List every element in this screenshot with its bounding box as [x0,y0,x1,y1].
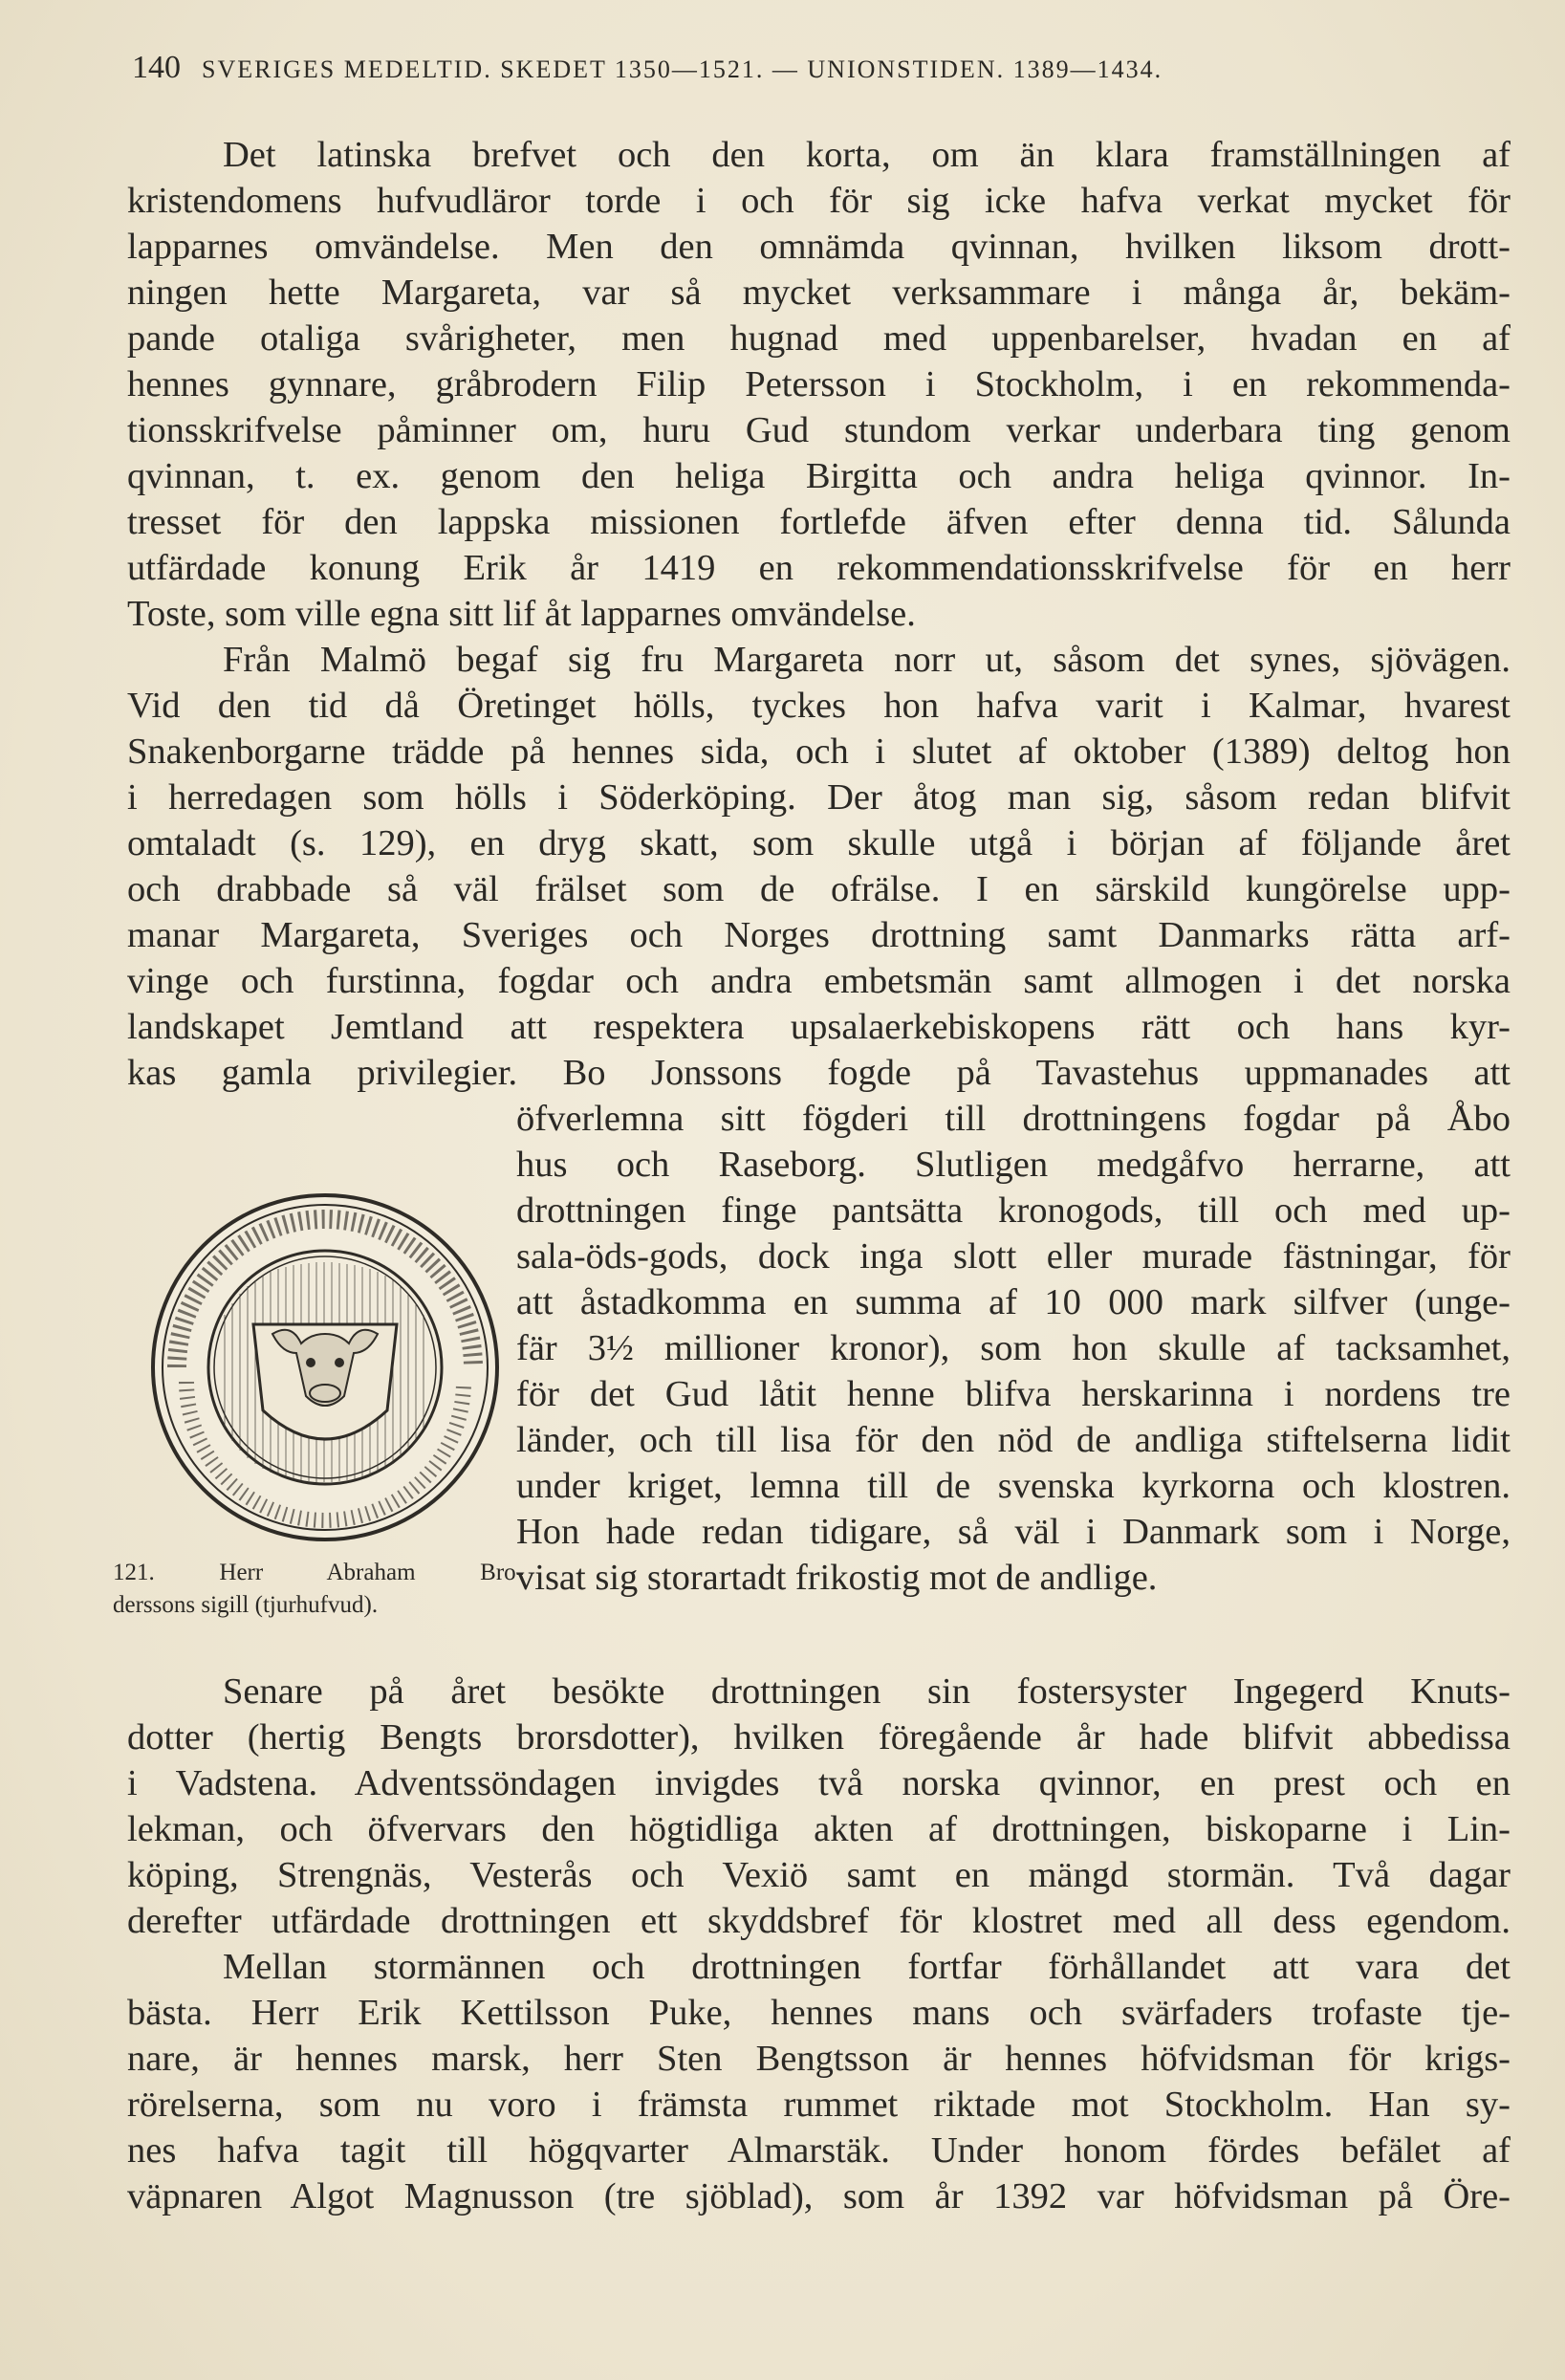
text-line: hus och Raseborg. Slutligen medgåfvo herrarne, att [516,1145,1511,1185]
figure-caption: derssons sigill (tjurhufvud). [113,1592,379,1618]
text-line: tresset för den lappska missionen fortlefde äfven efter denna tid. Sålunda [127,502,1511,542]
text-line: lapparnes omvändelse. Men den omnämda qvinnan, hvilken liksom drott- [127,227,1511,267]
text-line: och drabbade så väl frälset som de ofrälse. I en särskild kungörelse upp- [127,869,1511,909]
text-line: lekman, och öfvervars den högtidliga akten af drottningen, biskoparne i Lin- [127,1809,1511,1849]
text-line: Senare på året besökte drottningen sin fostersyster Ingegerd Knuts- [223,1671,1511,1712]
text-line: pande otaliga svårigheter, men hugnad med uppenbarelser, hvadan en af [127,318,1511,359]
text-line: öfverlemna sitt fögderi till drottningens fogdar på Åbo [516,1099,1511,1139]
text-line: i herredagen som hölls i Söderköping. Der åtog man sig, såsom redan blifvit [127,777,1511,818]
text-line: bästa. Herr Erik Kettilsson Puke, hennes mans och svärfaders trofaste tje- [127,1993,1511,2033]
text-line: dotter (hertig Bengts brorsdotter), hvilken föregående år hade blifvit abbedissa [127,1717,1511,1758]
seal-illustration [148,1190,502,1544]
page-number: 140 [132,50,181,85]
text-line: kristendomens hufvudläror torde i och för sig icke hafva verkat mycket för [127,181,1511,221]
text-line: Hon hade redan tidigare, så väl i Danmark som i Norge, [516,1512,1511,1552]
text-line: nes hafva tagit till högqvarter Almarstäk. Under honom fördes befälet af [127,2130,1511,2171]
text-line: kas gamla privilegier. Bo Jonssons fogde på Tavastehus uppmanades att [127,1053,1511,1093]
text-line: hennes gynnare, gråbrodern Filip Petersson i Stockholm, i en rekommenda- [127,364,1511,404]
text-line: länder, och till lisa för den nöd de andliga stiftelserna lidit [516,1420,1511,1460]
running-title: SVERIGES MEDELTID. SKEDET 1350—1521. — UNIONSTIDEN. 1389—1434. [202,55,1163,83]
text-line: vinge och furstinna, fogdar och andra embetsmän samt allmogen i det norska [127,961,1511,1001]
text-line: derefter utfärdade drottningen ett skyddsbref för klostret med all dess egendom. [127,1901,1511,1941]
text-line: Toste, som ville egna sitt lif åt lapparnes omvändelse. [127,594,916,634]
text-line: rörelserna, som nu voro i främsta rummet riktade mot Stockholm. Han sy- [127,2085,1511,2125]
text-line: i Vadstena. Adventssöndagen invigdes två norska qvinnor, en prest och en [127,1763,1511,1803]
text-line: köping, Strengnäs, Vesterås och Vexiö samt en mängd stormän. Två dagar [127,1855,1511,1895]
text-line: tionsskrifvelse påminner om, huru Gud stundom verkar underbara ting genom [127,410,1511,450]
text-line: drottningen finge pantsätta kronogods, till och med up- [516,1190,1511,1231]
running-header [132,50,1470,86]
text-line: ningen hette Margareta, var så mycket verksammare i många år, bekäm- [127,273,1511,313]
text-line: Det latinska brefvet och den korta, om än klara framställningen af [223,135,1511,175]
text-line: Snakenborgarne trädde på hennes sida, och i slutet af oktober (1389) deltog hon [127,731,1511,772]
text-line: för det Gud låtit henne blifva herskarinna i nordens tre [516,1374,1511,1414]
text-line: visat sig storartadt frikostig mot de andlige. [516,1558,1158,1598]
text-line: omtaladt (s. 129), en dryg skatt, som skulle utgå i början af följande året [127,823,1511,863]
text-line: qvinnan, t. ex. genom den heliga Birgitta och andra heliga qvinnor. In- [127,456,1511,496]
text-line: Från Malmö begaf sig fru Margareta norr ut, såsom det synes, sjövägen. [223,640,1511,680]
text-line: utfärdade konung Erik år 1419 en rekommendationsskrifvelse för en herr [127,548,1511,588]
text-line: Mellan stormännen och drottningen fortfar förhållandet att vara det [223,1947,1511,1987]
figure-caption: 121. Herr Abraham Bro- [113,1560,524,1585]
text-line: sala-öds-gods, dock inga slott eller murade fästningar, för [516,1236,1511,1277]
text-line: väpnaren Algot Magnusson (tre sjöblad), som år 1392 var höfvidsman på Öre- [127,2176,1511,2216]
text-line: att åstadkomma en summa af 10 000 mark silfver (unge- [516,1282,1511,1322]
text-line: under kriget, lemna till de svenska kyrkorna och klostren. [516,1466,1511,1506]
text-line: fär 3½ millioner kronor), som hon skulle af tacksamhet, [516,1328,1511,1368]
text-line: nare, är hennes marsk, herr Sten Bengtsson är hennes höfvidsman för krigs- [127,2039,1511,2079]
text-line: landskapet Jemtland att respektera upsalaerkebiskopens rätt och hans kyr- [127,1007,1511,1047]
text-line: Vid den tid då Öretinget hölls, tyckes hon hafva varit i Kalmar, hvarest [127,686,1511,726]
text-line: manar Margareta, Sveriges och Norges drottning samt Danmarks rätta arf- [127,915,1511,955]
